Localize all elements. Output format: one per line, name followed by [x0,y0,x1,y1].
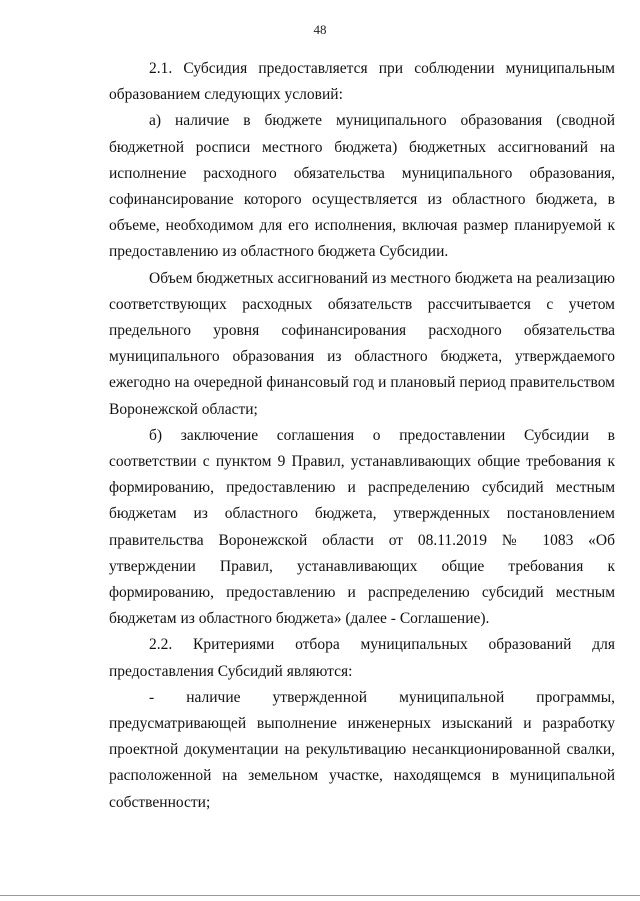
paragraph-budget-volume: Объем бюджетных ассигнований из местного бюджета на реализацию соответствующих расходных обязательств рассчитывается с учетом предельного уровня софинансирования расходного обязательства муниципального образования из областного бюджета, утверждаемого ежегодно на очередной финансовый год и плановый период правительством Воронежской области; [109,269,615,418]
paragraph-condition-a: а) наличие в бюджете муниципального образования (сводной бюджетной росписи местного бюджета) бюджетных ассигнований на исполнение расходного обязательства муниципального образования, софинансирование которого осуществляется из областного бюджета, в объеме, необходимом для его исполнения, включая размер планируемой к предоставлению из областного бюджета Субсидии. [109,112,615,261]
page-number: 48 [313,22,327,37]
paragraph-condition-b: б) заключение соглашения о предоставлении Субсидии в соответствии с пунктом 9 Правил, устанавливающих общие требования к формированию, предоставлению и распределению субсидий местным бюджетам из областного бюджета, утвержденных постановлением правительства Воронежской области от 08.11.2019 № 1083 «Об утверждении Правил, устанавливающих общие требования к формированию, предоставлению и распределению субсидий местным бюджетам из областного бюджета» (далее - Соглашение). [109,426,615,628]
document-body [109,56,615,816]
paragraph-criterion-program: - наличие утвержденной муниципальной программы, предусматривающей выполнение инженерных изысканий и разработку проектной документации на рекультивацию несанкционированной свалки, расположенной на земельном участке, находящемся в муниципальной собственности; [109,688,615,811]
paragraph-2-1: 2.1. Субсидия предоставляется при соблюдении муниципальным образованием следующих условий: [109,60,615,104]
paragraph-2-2: 2.2. Критериями отбора муниципальных образований для предоставления Субсидий являются: [109,636,615,680]
bottom-rule [0,895,640,896]
